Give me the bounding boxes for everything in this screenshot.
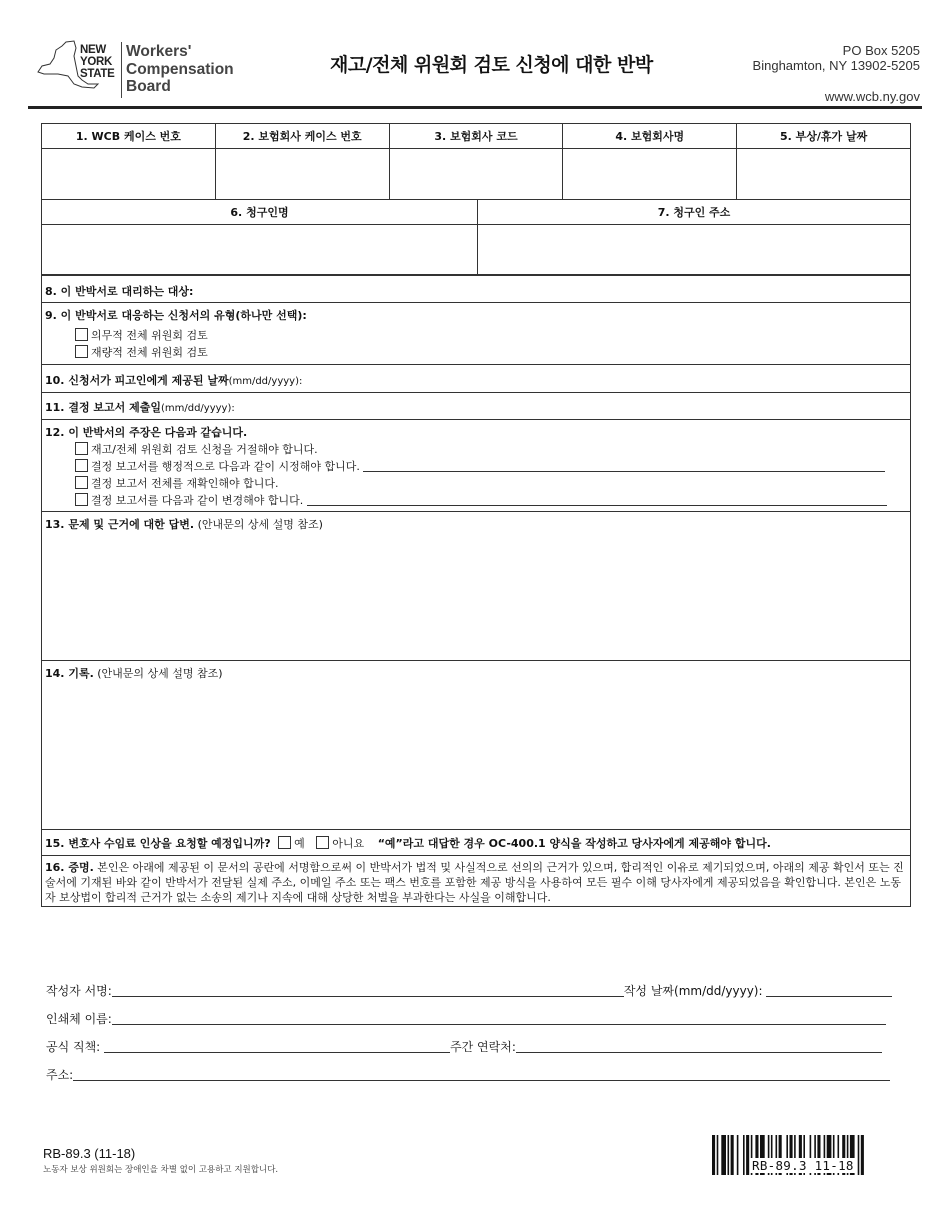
- carrier-case-number-field[interactable]: [215, 149, 389, 199]
- barcode-bar: [737, 1135, 739, 1175]
- printed-name-line: 인쇄체 이름:: [46, 1010, 886, 1027]
- attorney-fee-row: 15. 변호사 수임료 인상을 요청할 예정입니까? 예 아니요 “예”라고 대답한 경우 OC-400.1 양식을 작성하고 당사자에게 제공해야 합니다.: [42, 829, 910, 855]
- served-date-row[interactable]: 10. 신청서가 피고인에게 제공된 날짜(mm/dd/yyyy):: [42, 364, 910, 392]
- fee-yes-checkbox[interactable]: [278, 836, 291, 849]
- state-lettering: NEW YORK STATE: [80, 44, 115, 80]
- fee-no-checkbox[interactable]: [316, 836, 329, 849]
- claimant-header-row: [42, 199, 910, 224]
- printed-name-input[interactable]: [112, 1013, 886, 1025]
- wcb-case-number-field[interactable]: [42, 149, 215, 199]
- accessibility-notice: 노동자 보상 위원회는 장애인을 차별 없이 고용하고 지원합니다.: [43, 1165, 279, 1175]
- signature-date-input[interactable]: [766, 985, 892, 997]
- title-phone-line: 공식 직책: 주간 연락처:: [46, 1038, 882, 1055]
- deny-application-option[interactable]: 재고/전체 위원회 검토 신청을 거절해야 합니다.: [42, 441, 910, 458]
- claimant-input-row: [42, 224, 910, 274]
- decision-filed-date-row[interactable]: 11. 결정 보고서 제출일(mm/dd/yyyy):: [42, 392, 910, 419]
- application-type-row: 9. 이 반박서로 대응하는 신청서의 유형(하나만 선택): 의무적 전체 위원회 검토 재량적 전체 위원회 검토: [42, 302, 910, 364]
- modify-decision-checkbox[interactable]: [75, 493, 88, 506]
- injury-date-field[interactable]: [736, 149, 910, 199]
- administrative-correction-input[interactable]: [363, 462, 885, 472]
- claimant-name-label: 6. 청구인명: [230, 206, 289, 219]
- injury-date-label: 5. 부상/휴가 날짜: [736, 124, 910, 148]
- mailing-address: PO Box 5205 Binghamton, NY 13902-5205: [752, 43, 920, 73]
- claimant-name-field[interactable]: [42, 225, 477, 274]
- claimant-address-label: 7. 청구인 주소: [477, 200, 910, 224]
- case-header-row: [42, 124, 910, 148]
- preparer-signature-line: 작성자 서명: 작성 날짜(mm/dd/yyyy):: [46, 982, 892, 999]
- administrative-correction-option[interactable]: 결정 보고서를 행정적으로 다음과 같이 시정해야 합니다.: [42, 458, 910, 475]
- preparer-signature-input[interactable]: [112, 985, 624, 997]
- barcode-bar: [717, 1135, 719, 1175]
- daytime-phone-input[interactable]: [516, 1041, 882, 1053]
- arguments-row: 12. 이 반박서의 주장은 다음과 같습니다. 재고/전체 위원회 검토 신청을 거절해야 합니다. 결정 보고서를 행정적으로 다음과 같이 시정해야 합니다. 결정 보고서 전체를 재확인해야 합니다. 결정 보고서를 다음과 같이 변경해야 합니다.: [42, 419, 910, 511]
- represented-party-row[interactable]: 8. 이 반박서로 대리하는 대상:: [42, 274, 910, 302]
- wcb-case-number-label: 1. WCB 케이스 번호: [75, 130, 181, 143]
- modify-decision-input[interactable]: [307, 496, 887, 506]
- barcode-bar: [743, 1135, 745, 1175]
- discretionary-review-checkbox[interactable]: [75, 345, 88, 358]
- barcode-text: RB-89.3 11-18: [752, 1158, 854, 1173]
- reaffirm-decision-option[interactable]: 결정 보고서 전체를 재확인해야 합니다.: [42, 475, 910, 492]
- barcode-bar: [731, 1135, 734, 1175]
- carrier-name-label: 4. 보험회사명: [562, 124, 736, 148]
- certification-row: 16. 증명. 본인은 아래에 제공된 이 문서의 공란에 서명함으로써 이 반박서가 법적 및 사실적으로 선의의 근거가 있으며, 합리적인 이유로 제기되었으며, 아래의 제공 확인서 또는 진술서에 기재된 바와 같이 반박서가 전달된 실제 주소, 이메일 주소 또는 팩스 번호를 포함한 제공 방식을 사용하여 모든 필수 이해 당사자에게 제공되었음을 확인합니다. 본인은 노동자 보상법이 합리적 근거가 없는 소송의 제기나 지속에 대해 상당한 처벌을 부과한다는 사실을 이해합니다.: [42, 855, 910, 906]
- barcode-bar: [858, 1135, 860, 1175]
- carrier-name-field[interactable]: [562, 149, 736, 199]
- carrier-code-label: 3. 보험회사 코드: [389, 124, 563, 148]
- address-input[interactable]: [73, 1069, 890, 1081]
- rebuttal-form: [41, 123, 911, 907]
- claimant-address-field[interactable]: [477, 225, 910, 274]
- address-line: 주소:: [46, 1066, 890, 1083]
- website-link[interactable]: www.wcb.ny.gov: [824, 89, 920, 104]
- reaffirm-decision-checkbox[interactable]: [75, 476, 88, 489]
- modify-decision-option[interactable]: 결정 보고서를 다음과 같이 변경해야 합니다.: [42, 492, 910, 509]
- page-title: 재고/전체 위원회 검토 신청에 대한 반박: [330, 54, 653, 76]
- org-name: Workers' Compensation Board: [126, 43, 234, 95]
- carrier-code-field[interactable]: [389, 149, 563, 199]
- barcode-bar: [712, 1135, 715, 1175]
- administrative-correction-checkbox[interactable]: [75, 459, 88, 472]
- barcode-bar: [746, 1135, 749, 1175]
- issues-response-row[interactable]: 13. 문제 및 근거에 대한 답변. (안내문의 상세 설명 참조): [42, 511, 910, 660]
- mandatory-review-option[interactable]: 의무적 전체 위원회 검토: [42, 327, 910, 344]
- discretionary-review-option[interactable]: 재량적 전체 위원회 검토: [42, 344, 910, 361]
- form-barcode: [712, 1135, 914, 1175]
- form-code: RB-89.3 (11-18): [43, 1146, 136, 1161]
- official-title-input[interactable]: [104, 1041, 450, 1053]
- record-row[interactable]: 14. 기록. (안내문의 상세 설명 참조): [42, 660, 910, 829]
- wcb-logo: [36, 40, 246, 98]
- mandatory-review-checkbox[interactable]: [75, 328, 88, 341]
- case-input-row: [42, 148, 910, 199]
- header-divider: [28, 106, 922, 109]
- barcode-bar: [861, 1135, 864, 1175]
- barcode-bar: [728, 1135, 730, 1175]
- barcode-bar: [721, 1135, 726, 1175]
- deny-application-checkbox[interactable]: [75, 442, 88, 455]
- carrier-case-number-label: 2. 보험회사 케이스 번호: [215, 124, 389, 148]
